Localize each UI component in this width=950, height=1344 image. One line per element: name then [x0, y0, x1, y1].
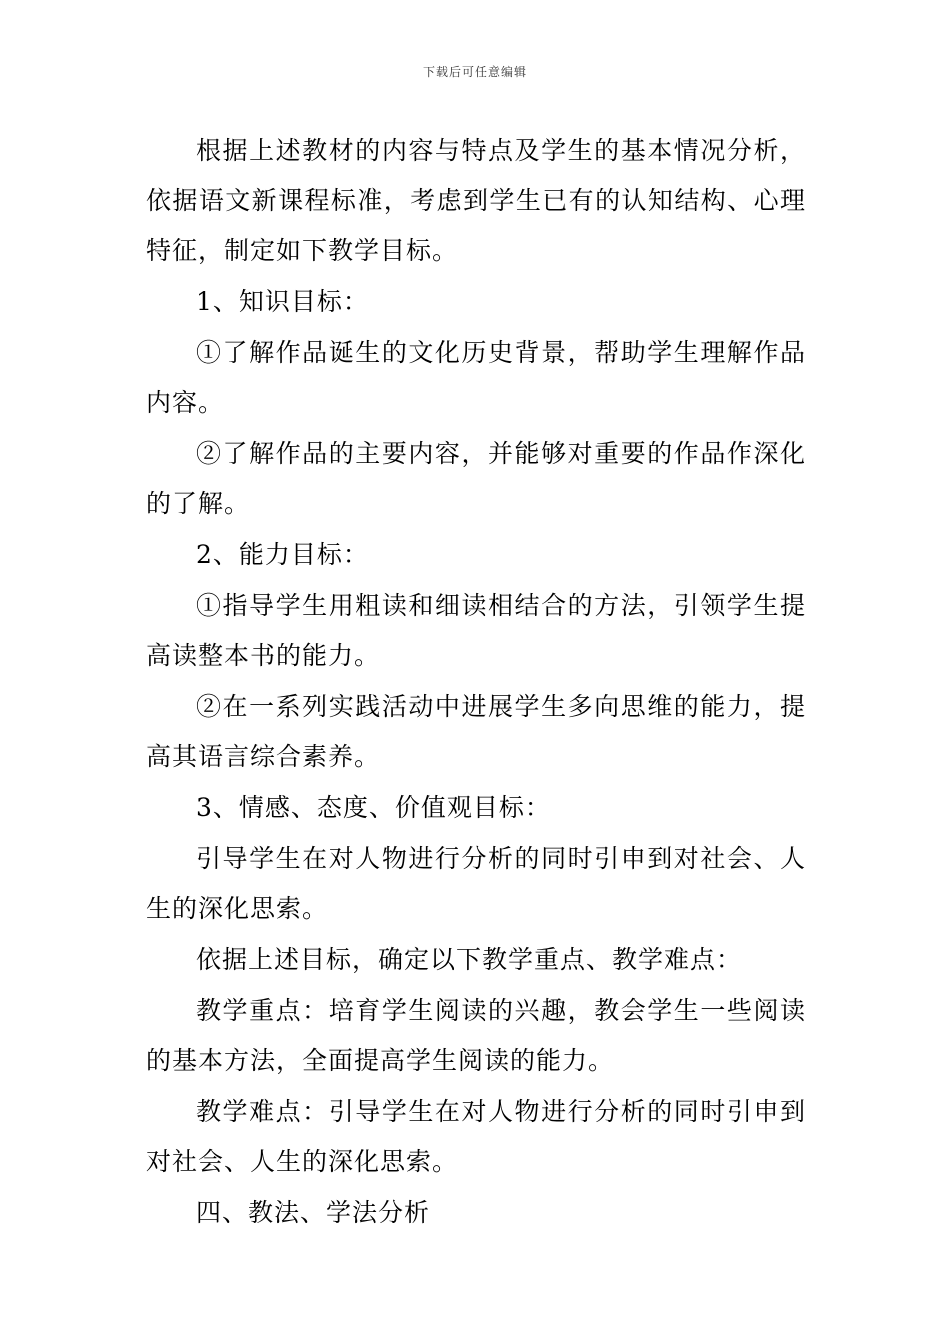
paragraph-teaching-difficulty: 教学难点：引导学生在对人物进行分析的同时引申到对社会、人生的深化思索。 [146, 1097, 806, 1176]
paragraph-ability-goal-1: ①指导学生用粗读和细读相结合的方法，引领学生提高读整本书的能力。 [146, 591, 806, 670]
paragraph-intro: 根据上述教材的内容与特点及学生的基本情况分析，依据语文新课程标准，考虑到学生已有的认知结构、心理特征，制定如下教学目标。 [146, 136, 806, 265]
paragraph-key-points-intro: 依据上述目标，确定以下教学重点、教学难点： [196, 945, 743, 974]
document-body [146, 126, 806, 1239]
paragraph-ability-goal-2: ②在一系列实践活动中进展学生多向思维的能力，提高其语言综合素养。 [146, 692, 806, 771]
heading-emotion-goals: 3、情感、态度、价值观目标： [196, 793, 551, 822]
heading-methods-analysis: 四、教法、学法分析 [196, 1198, 431, 1227]
paragraph-knowledge-goal-2: ②了解作品的主要内容，并能够对重要的作品作深化的了解。 [146, 439, 806, 518]
paragraph-knowledge-goal-1: ①了解作品诞生的文化历史背景，帮助学生理解作品内容。 [146, 338, 806, 417]
page-header: 下载后可任意编辑 [422, 65, 527, 79]
paragraph-teaching-focus: 教学重点：培育学生阅读的兴趣，教会学生一些阅读的基本方法，全面提高学生阅读的能力。 [146, 996, 806, 1075]
heading-ability-goals: 2、能力目标： [196, 540, 369, 569]
paragraph-emotion-goal: 引导学生在对人物进行分析的同时引申到对社会、人生的深化思索。 [146, 844, 806, 923]
heading-knowledge-goals: 1、知识目标： [196, 287, 369, 316]
